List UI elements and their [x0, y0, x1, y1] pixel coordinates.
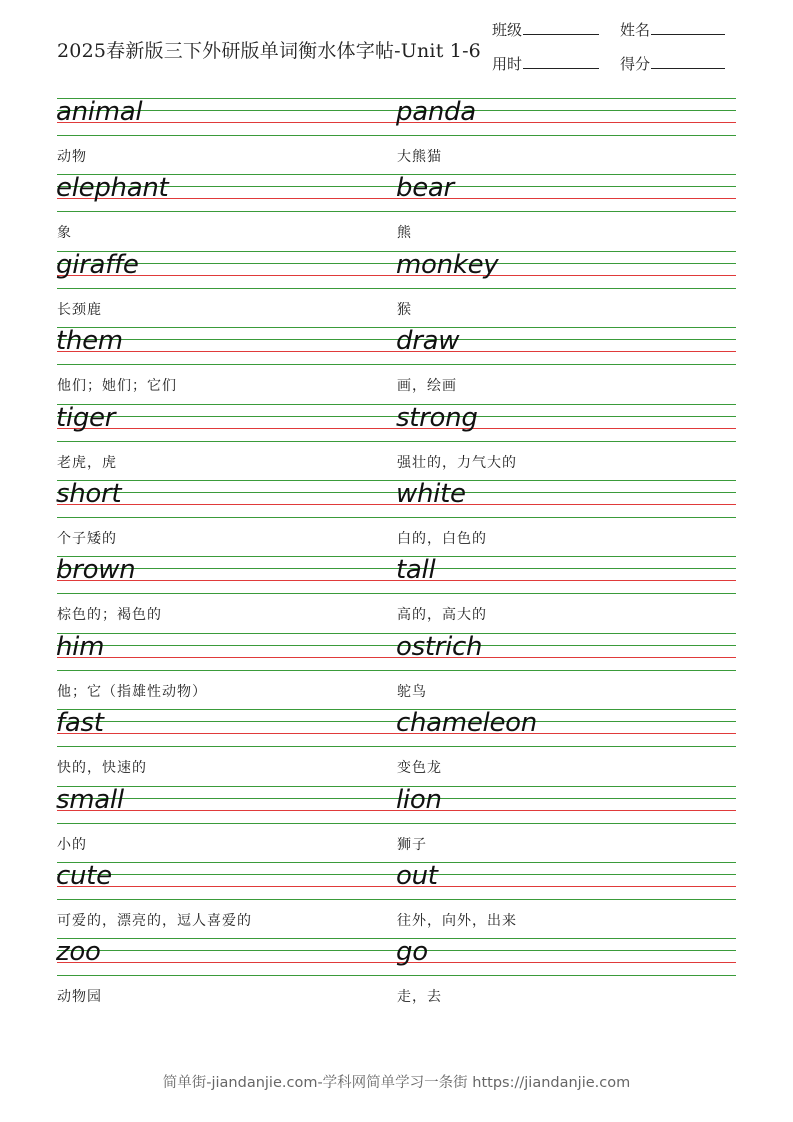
vocab-row [0, 327, 793, 403]
chinese-meaning: 他；它（指雄性动物） [57, 683, 207, 700]
chinese-meaning: 狮子 [397, 836, 427, 853]
english-word: fast [56, 708, 104, 739]
guide-green-line [57, 517, 736, 518]
footer-watermark: 简单街-jiandanjie.com-学科网简单学习一条街 https://jiandanjie.com [162, 1075, 631, 1091]
chinese-meaning: 小的 [57, 836, 87, 853]
guide-green-line [57, 823, 736, 824]
vocab-row [0, 404, 793, 480]
chinese-meaning: 动物园 [57, 989, 102, 1006]
english-word: them [56, 326, 123, 357]
english-word: strong [396, 402, 478, 433]
vocab-row [0, 633, 793, 709]
chinese-meaning: 他们；她们；它们 [57, 378, 177, 395]
guide-green-line [57, 135, 736, 136]
chinese-meaning: 画，绘画 [397, 378, 457, 395]
english-word: monkey [396, 249, 499, 280]
english-word: chameleon [396, 708, 537, 739]
chinese-meaning: 动物 [57, 149, 87, 165]
english-word: white [396, 479, 466, 509]
name-label: 姓名 [620, 21, 651, 39]
chinese-meaning: 白的，白色的 [397, 531, 487, 547]
guide-green-line [57, 441, 736, 442]
english-word: draw [396, 326, 460, 357]
vocab-row [0, 786, 793, 862]
guide-green-line [57, 593, 736, 594]
vocab-row [0, 709, 793, 785]
vocab-row [0, 938, 793, 1014]
english-word: panda [396, 97, 476, 127]
vocab-row [0, 862, 793, 938]
english-word: lion [396, 784, 442, 815]
chinese-meaning: 熊 [397, 225, 412, 242]
english-word: bear [396, 173, 454, 204]
chinese-meaning: 快的，快速的 [57, 760, 147, 777]
vocab-row [0, 556, 793, 632]
guide-green-line [57, 364, 736, 365]
english-word: tiger [56, 402, 116, 433]
chinese-meaning: 棕色的；褐色的 [57, 607, 162, 624]
chinese-meaning: 往外，向外，出来 [397, 913, 517, 929]
guide-green-line [57, 899, 736, 900]
english-word: out [396, 861, 438, 891]
chinese-meaning: 象 [57, 225, 72, 242]
score-label: 得分 [620, 55, 651, 73]
chinese-meaning: 强壮的，力气大的 [397, 454, 517, 471]
time-label: 用时 [492, 55, 523, 73]
chinese-meaning: 长颈鹿 [57, 301, 102, 318]
english-word: elephant [56, 173, 169, 204]
guide-green-line [57, 288, 736, 289]
guide-green-line [57, 746, 736, 747]
vocab-row [0, 480, 793, 556]
english-word: tall [396, 555, 436, 586]
english-word: ostrich [396, 631, 483, 662]
english-word: small [56, 784, 124, 815]
chinese-meaning: 高的，高大的 [397, 607, 487, 624]
vocab-row [0, 251, 793, 327]
chinese-meaning: 鸵鸟 [397, 683, 427, 700]
chinese-meaning: 老虎，虎 [57, 454, 117, 471]
english-word: short [56, 479, 122, 509]
chinese-meaning: 个子矮的 [57, 531, 117, 547]
english-word: zoo [56, 937, 101, 968]
english-word: go [396, 937, 428, 968]
english-word: animal [56, 97, 143, 127]
english-word: him [56, 631, 105, 662]
chinese-meaning: 变色龙 [397, 760, 442, 777]
chinese-meaning: 走，去 [397, 989, 442, 1006]
class-label: 班级 [492, 21, 523, 39]
chinese-meaning: 可爱的，漂亮的，逗人喜爱的 [57, 913, 252, 929]
guide-green-line [57, 211, 736, 212]
chinese-meaning: 猴 [397, 301, 412, 318]
guide-green-line [57, 975, 736, 976]
english-word: brown [56, 555, 136, 586]
english-word: giraffe [56, 249, 139, 280]
vocab-row [0, 174, 793, 250]
guide-green-line [57, 670, 736, 671]
chinese-meaning: 大熊猫 [397, 149, 442, 165]
page-title: 2025春新版三下外研版单词衡水体字帖-Unit 1-6 [57, 40, 481, 62]
english-word: cute [56, 861, 112, 891]
vocab-row [0, 98, 793, 174]
